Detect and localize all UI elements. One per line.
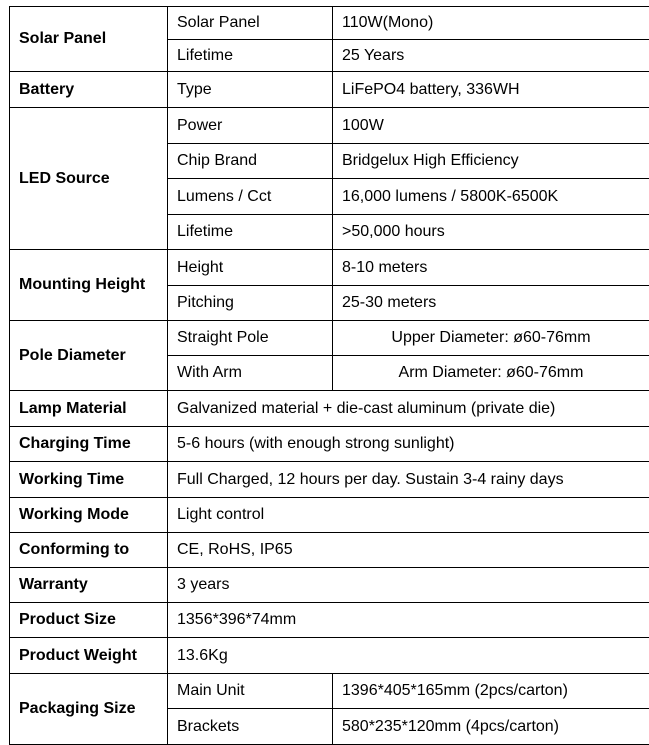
row-label: Lumens / Cct bbox=[168, 179, 333, 215]
table-row bbox=[10, 250, 649, 286]
row-value: 3 years bbox=[168, 568, 649, 603]
category-led-source: LED Source bbox=[10, 108, 168, 250]
category-warranty: Warranty bbox=[10, 568, 168, 603]
category-working-time: Working Time bbox=[10, 462, 168, 498]
row-value: 5-6 hours (with enough strong sunlight) bbox=[168, 427, 649, 462]
row-value: LiFePO4 battery, 336WH bbox=[333, 72, 649, 108]
row-label: Pitching bbox=[168, 286, 333, 321]
category-working-mode: Working Mode bbox=[10, 498, 168, 533]
row-value: 1396*405*165mm (2pcs/carton) bbox=[333, 674, 649, 709]
row-value: CE, RoHS, IP65 bbox=[168, 533, 649, 568]
table-row bbox=[10, 638, 649, 674]
table-row bbox=[10, 108, 649, 144]
row-label: Power bbox=[168, 108, 333, 144]
row-value: Galvanized material + die-cast aluminum (private die) bbox=[168, 391, 649, 427]
row-label: Main Unit bbox=[168, 674, 333, 709]
row-label: Lifetime bbox=[168, 40, 333, 72]
table-row bbox=[10, 7, 649, 40]
category-conforming-to: Conforming to bbox=[10, 533, 168, 568]
category-product-size: Product Size bbox=[10, 603, 168, 638]
table-row bbox=[10, 321, 649, 356]
row-label: Type bbox=[168, 72, 333, 108]
table-row bbox=[10, 72, 649, 108]
category-lamp-material: Lamp Material bbox=[10, 391, 168, 427]
row-label: With Arm bbox=[168, 356, 333, 391]
row-value: 1356*396*74mm bbox=[168, 603, 649, 638]
row-value: Upper Diameter: ø60-76mm bbox=[333, 321, 649, 356]
category-solar-panel: Solar Panel bbox=[10, 7, 168, 72]
table-row bbox=[10, 427, 649, 462]
category-mounting-height: Mounting Height bbox=[10, 250, 168, 321]
row-value: 8-10 meters bbox=[333, 250, 649, 286]
category-product-weight: Product Weight bbox=[10, 638, 168, 674]
row-label: Straight Pole bbox=[168, 321, 333, 356]
row-label: Chip Brand bbox=[168, 144, 333, 179]
row-value: 16,000 lumens / 5800K-6500K bbox=[333, 179, 649, 215]
category-battery: Battery bbox=[10, 72, 168, 108]
table-row bbox=[10, 533, 649, 568]
row-value: 100W bbox=[333, 108, 649, 144]
spec-table bbox=[9, 6, 649, 745]
row-value: Bridgelux High Efficiency bbox=[333, 144, 649, 179]
row-label: Solar Panel bbox=[168, 7, 333, 40]
table-row bbox=[10, 568, 649, 603]
table-row bbox=[10, 391, 649, 427]
row-value: 110W(Mono) bbox=[333, 7, 649, 40]
category-pole-diameter: Pole Diameter bbox=[10, 321, 168, 391]
row-value: Light control bbox=[168, 498, 649, 533]
category-packaging-size: Packaging Size bbox=[10, 674, 168, 745]
spec-table-body bbox=[10, 7, 649, 745]
row-label: Lifetime bbox=[168, 215, 333, 250]
row-value: 580*235*120mm (4pcs/carton) bbox=[333, 709, 649, 745]
row-value: 25-30 meters bbox=[333, 286, 649, 321]
category-charging-time: Charging Time bbox=[10, 427, 168, 462]
row-label: Brackets bbox=[168, 709, 333, 745]
row-value: 13.6Kg bbox=[168, 638, 649, 674]
table-row bbox=[10, 603, 649, 638]
row-value: Arm Diameter: ø60-76mm bbox=[333, 356, 649, 391]
table-row bbox=[10, 498, 649, 533]
row-label: Height bbox=[168, 250, 333, 286]
row-value: 25 Years bbox=[333, 40, 649, 72]
table-row bbox=[10, 674, 649, 709]
row-value: Full Charged, 12 hours per day. Sustain 3-4 rainy days bbox=[168, 462, 649, 498]
row-value: >50,000 hours bbox=[333, 215, 649, 250]
table-row bbox=[10, 462, 649, 498]
